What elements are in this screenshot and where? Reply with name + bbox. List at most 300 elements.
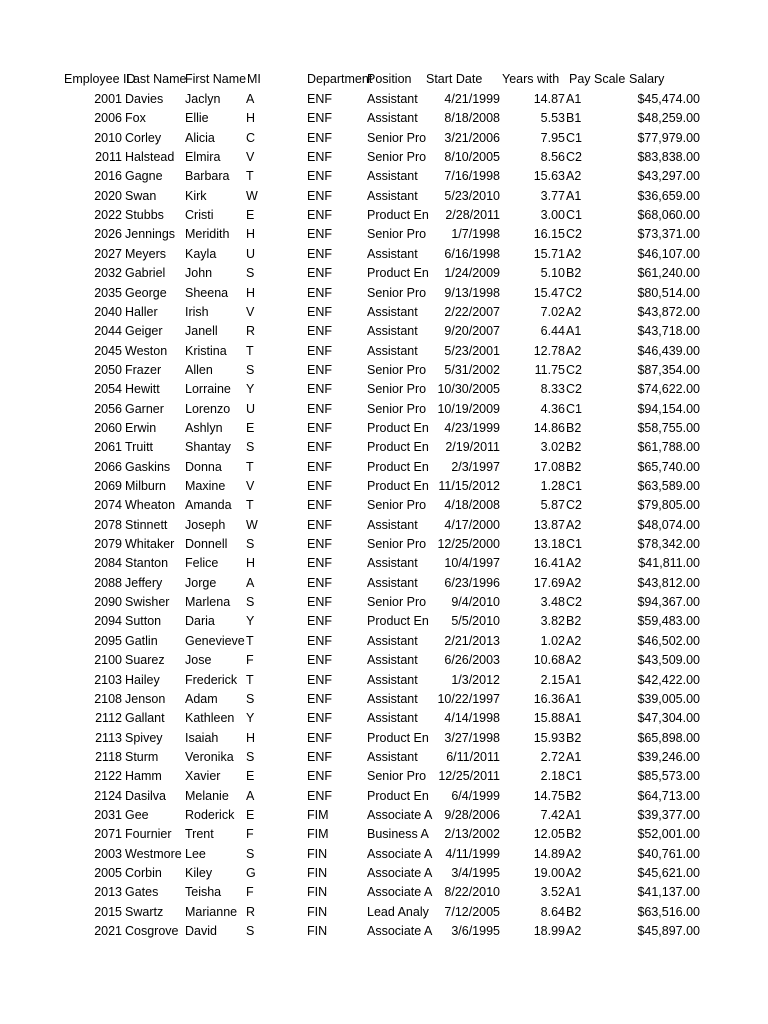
cell-department: ENF	[307, 227, 332, 241]
cell-mi: T	[246, 344, 254, 358]
cell-position: Assistant	[367, 692, 418, 706]
header-start-date: Start Date	[426, 72, 483, 86]
cell-pay-scale: A2	[566, 866, 582, 880]
cell-years-with: 14.75	[533, 789, 565, 803]
cell-pay-scale: A2	[566, 344, 582, 358]
cell-first-name: Felice	[185, 556, 219, 570]
cell-employee-id: 2021	[94, 924, 122, 938]
cell-years-with: 16.15	[533, 227, 565, 241]
cell-last-name: Stanton	[125, 556, 169, 570]
cell-position: Senior Pro	[367, 150, 427, 164]
cell-years-with: 18.99	[533, 924, 565, 938]
cell-first-name: Xavier	[185, 769, 221, 783]
cell-start-date: 2/21/2013	[444, 634, 500, 648]
cell-start-date: 3/4/1995	[451, 866, 500, 880]
cell-employee-id: 2066	[94, 460, 122, 474]
cell-employee-id: 2078	[94, 518, 122, 532]
cell-position: Product En	[367, 208, 429, 222]
cell-position: Assistant	[367, 92, 418, 106]
cell-first-name: Elmira	[185, 150, 221, 164]
cell-department: ENF	[307, 653, 332, 667]
cell-salary: $43,509.00	[637, 653, 700, 667]
cell-pay-scale: C2	[566, 595, 582, 609]
cell-salary: $39,005.00	[637, 692, 700, 706]
cell-start-date: 10/22/1997	[437, 692, 500, 706]
cell-pay-scale: B2	[566, 440, 582, 454]
cell-salary: $43,812.00	[637, 576, 700, 590]
cell-salary: $43,872.00	[637, 305, 700, 319]
cell-first-name: Jaclyn	[185, 92, 221, 106]
cell-employee-id: 2035	[94, 286, 122, 300]
cell-first-name: Lorenzo	[185, 402, 231, 416]
cell-first-name: Sheena	[185, 286, 229, 300]
cell-start-date: 4/23/1999	[444, 421, 500, 435]
cell-salary: $39,377.00	[637, 808, 700, 822]
cell-salary: $65,740.00	[637, 460, 700, 474]
cell-mi: F	[246, 827, 254, 841]
cell-years-with: 19.00	[533, 866, 565, 880]
cell-mi: E	[246, 208, 255, 222]
cell-employee-id: 2060	[94, 421, 122, 435]
cell-mi: A	[246, 789, 255, 803]
header-pay-scale: Pay Scale	[569, 72, 626, 86]
cell-last-name: Corley	[125, 131, 162, 145]
cell-department: ENF	[307, 479, 332, 493]
cell-first-name: Marianne	[185, 905, 238, 919]
cell-years-with: 1.02	[540, 634, 565, 648]
cell-start-date: 2/22/2007	[444, 305, 500, 319]
cell-salary: $36,659.00	[637, 189, 700, 203]
cell-first-name: Shantay	[185, 440, 231, 454]
cell-mi: T	[246, 634, 254, 648]
cell-start-date: 4/17/2000	[444, 518, 500, 532]
cell-salary: $61,788.00	[637, 440, 700, 454]
cell-department: FIN	[307, 847, 328, 861]
cell-employee-id: 2122	[94, 769, 122, 783]
cell-first-name: Jorge	[185, 576, 217, 590]
cell-employee-id: 2027	[94, 247, 122, 261]
cell-last-name: Gabriel	[125, 266, 166, 280]
cell-position: Assistant	[367, 673, 418, 687]
cell-last-name: Dasilva	[125, 789, 166, 803]
cell-start-date: 1/3/2012	[451, 673, 500, 687]
cell-department: ENF	[307, 92, 332, 106]
cell-last-name: Meyers	[125, 247, 166, 261]
cell-mi: G	[246, 866, 256, 880]
cell-mi: C	[246, 131, 256, 145]
cell-start-date: 1/24/2009	[444, 266, 500, 280]
cell-employee-id: 2095	[94, 634, 122, 648]
header-salary: Salary	[629, 72, 665, 86]
cell-department: FIM	[307, 827, 329, 841]
cell-mi: T	[246, 169, 254, 183]
cell-start-date: 9/4/2010	[451, 595, 500, 609]
cell-position: Assistant	[367, 324, 418, 338]
cell-mi: V	[246, 305, 255, 319]
cell-first-name: Jose	[185, 653, 212, 667]
cell-department: ENF	[307, 324, 332, 338]
cell-position: Product En	[367, 421, 429, 435]
cell-years-with: 14.86	[533, 421, 565, 435]
cell-pay-scale: C2	[566, 363, 582, 377]
cell-mi: H	[246, 111, 256, 125]
cell-years-with: 6.44	[540, 324, 565, 338]
cell-years-with: 11.75	[534, 363, 565, 377]
cell-years-with: 3.02	[540, 440, 565, 454]
cell-years-with: 2.72	[540, 750, 565, 764]
cell-department: ENF	[307, 750, 332, 764]
cell-pay-scale: C1	[566, 769, 582, 783]
cell-salary: $94,154.00	[637, 402, 700, 416]
cell-employee-id: 2113	[95, 731, 122, 745]
cell-first-name: Kiley	[185, 866, 213, 880]
cell-last-name: Stinnett	[125, 518, 168, 532]
cell-first-name: Veronika	[185, 750, 234, 764]
cell-position: Product En	[367, 460, 429, 474]
cell-salary: $41,137.00	[637, 885, 700, 899]
cell-first-name: Ellie	[185, 111, 209, 125]
cell-salary: $63,589.00	[637, 479, 700, 493]
cell-position: Product En	[367, 479, 429, 493]
cell-employee-id: 2054	[94, 382, 122, 396]
cell-position: Senior Pro	[367, 769, 427, 783]
cell-last-name: Frazer	[125, 363, 162, 377]
cell-mi: A	[246, 576, 255, 590]
cell-position: Associate A	[367, 808, 433, 822]
cell-department: ENF	[307, 169, 332, 183]
cell-pay-scale: B1	[566, 111, 582, 125]
cell-start-date: 8/10/2005	[444, 150, 500, 164]
cell-employee-id: 2071	[94, 827, 122, 841]
cell-salary: $78,342.00	[637, 537, 700, 551]
cell-mi: U	[246, 402, 256, 416]
cell-start-date: 10/19/2009	[437, 402, 500, 416]
cell-position: Assistant	[367, 750, 418, 764]
cell-position: Assistant	[367, 247, 418, 261]
cell-department: ENF	[307, 208, 332, 222]
cell-department: ENF	[307, 576, 332, 590]
cell-first-name: Lee	[185, 847, 206, 861]
cell-department: ENF	[307, 363, 332, 377]
cell-mi: T	[246, 673, 254, 687]
cell-department: FIN	[307, 866, 328, 880]
cell-pay-scale: B2	[566, 731, 582, 745]
cell-start-date: 9/28/2006	[444, 808, 500, 822]
cell-start-date: 2/19/2011	[445, 440, 500, 454]
cell-employee-id: 2056	[94, 402, 122, 416]
cell-years-with: 12.05	[533, 827, 565, 841]
cell-years-with: 7.95	[540, 131, 565, 145]
cell-mi: E	[246, 421, 255, 435]
cell-position: Product En	[367, 789, 429, 803]
cell-years-with: 16.41	[533, 556, 565, 570]
cell-pay-scale: A2	[566, 518, 582, 532]
cell-mi: Y	[246, 711, 255, 725]
cell-pay-scale: B2	[566, 789, 582, 803]
cell-first-name: Roderick	[185, 808, 235, 822]
cell-department: ENF	[307, 150, 332, 164]
cell-salary: $65,898.00	[637, 731, 700, 745]
cell-pay-scale: A1	[566, 711, 582, 725]
cell-first-name: John	[185, 266, 213, 280]
cell-mi: V	[246, 150, 255, 164]
cell-first-name: Isaiah	[185, 731, 219, 745]
cell-salary: $48,074.00	[637, 518, 700, 532]
cell-first-name: Donnell	[185, 537, 228, 551]
cell-employee-id: 2090	[94, 595, 122, 609]
cell-employee-id: 2006	[94, 111, 122, 125]
cell-salary: $77,979.00	[637, 131, 700, 145]
cell-years-with: 14.87	[533, 92, 565, 106]
cell-last-name: George	[125, 286, 167, 300]
cell-last-name: Davies	[125, 92, 164, 106]
cell-salary: $58,755.00	[637, 421, 700, 435]
cell-employee-id: 2011	[95, 150, 122, 164]
cell-position: Assistant	[367, 556, 418, 570]
cell-position: Product En	[367, 614, 429, 628]
cell-employee-id: 2032	[94, 266, 122, 280]
cell-position: Senior Pro	[367, 382, 427, 396]
cell-start-date: 5/31/2002	[444, 363, 500, 377]
cell-pay-scale: A1	[566, 885, 582, 899]
cell-first-name: Janell	[185, 324, 218, 338]
cell-pay-scale: A1	[566, 673, 582, 687]
cell-years-with: 15.63	[533, 169, 565, 183]
cell-first-name: Marlena	[185, 595, 231, 609]
cell-position: Senior Pro	[367, 227, 427, 241]
cell-first-name: Teisha	[185, 885, 222, 899]
cell-start-date: 6/26/2003	[444, 653, 500, 667]
cell-years-with: 10.68	[533, 653, 565, 667]
cell-salary: $64,713.00	[637, 789, 700, 803]
cell-first-name: Daria	[185, 614, 215, 628]
cell-pay-scale: B2	[566, 266, 582, 280]
cell-mi: S	[246, 266, 255, 280]
cell-department: ENF	[307, 498, 332, 512]
cell-last-name: Suarez	[125, 653, 165, 667]
header-position: Position	[367, 72, 412, 86]
cell-start-date: 12/25/2000	[437, 537, 500, 551]
cell-pay-scale: C2	[566, 286, 582, 300]
cell-first-name: Irish	[185, 305, 209, 319]
cell-pay-scale: C2	[566, 382, 582, 396]
cell-years-with: 8.33	[540, 382, 565, 396]
cell-mi: S	[246, 537, 255, 551]
cell-start-date: 2/13/2002	[444, 827, 500, 841]
cell-first-name: Trent	[185, 827, 214, 841]
cell-department: FIN	[307, 924, 328, 938]
cell-start-date: 10/30/2005	[437, 382, 500, 396]
cell-mi: S	[246, 595, 255, 609]
cell-first-name: Frederick	[185, 673, 238, 687]
header-years-with: Years with	[502, 72, 560, 86]
cell-mi: S	[246, 440, 255, 454]
cell-first-name: Amanda	[185, 498, 232, 512]
cell-pay-scale: C1	[566, 131, 582, 145]
cell-employee-id: 2088	[94, 576, 122, 590]
cell-last-name: Fox	[125, 111, 146, 125]
cell-pay-scale: A2	[566, 169, 582, 183]
cell-start-date: 9/20/2007	[444, 324, 500, 338]
cell-last-name: Gallant	[125, 711, 165, 725]
cell-position: Assistant	[367, 653, 418, 667]
cell-position: Assistant	[367, 634, 418, 648]
header-last-name: Last Name	[126, 72, 187, 86]
cell-mi: S	[246, 363, 255, 377]
cell-years-with: 13.18	[533, 537, 565, 551]
cell-mi: S	[246, 692, 255, 706]
cell-employee-id: 2100	[94, 653, 122, 667]
cell-department: ENF	[307, 537, 332, 551]
cell-start-date: 7/16/1998	[444, 169, 500, 183]
cell-salary: $42,422.00	[637, 673, 700, 687]
cell-start-date: 6/23/1996	[444, 576, 500, 590]
cell-pay-scale: A1	[566, 692, 582, 706]
cell-employee-id: 2079	[94, 537, 122, 551]
cell-years-with: 2.15	[540, 673, 565, 687]
cell-employee-id: 2013	[94, 885, 122, 899]
cell-department: ENF	[307, 247, 332, 261]
cell-position: Assistant	[367, 189, 418, 203]
cell-employee-id: 2010	[94, 131, 122, 145]
cell-years-with: 5.53	[540, 111, 565, 125]
header-first-name: First Name	[185, 72, 247, 86]
cell-start-date: 1/7/1998	[451, 227, 500, 241]
cell-start-date: 12/25/2011	[438, 769, 500, 783]
cell-employee-id: 2016	[94, 169, 122, 183]
cell-salary: $79,805.00	[637, 498, 700, 512]
cell-first-name: Lorraine	[185, 382, 231, 396]
cell-salary: $47,304.00	[637, 711, 700, 725]
cell-position: Product En	[367, 266, 429, 280]
cell-salary: $59,483.00	[637, 614, 700, 628]
cell-last-name: Garner	[125, 402, 164, 416]
cell-first-name: David	[185, 924, 217, 938]
cell-last-name: Gee	[125, 808, 149, 822]
cell-department: ENF	[307, 731, 332, 745]
cell-department: ENF	[307, 614, 332, 628]
cell-position: Associate A	[367, 885, 433, 899]
cell-last-name: Corbin	[125, 866, 162, 880]
cell-mi: H	[246, 731, 256, 745]
cell-last-name: Sutton	[125, 614, 162, 628]
cell-salary: $52,001.00	[637, 827, 700, 841]
cell-pay-scale: A1	[566, 92, 582, 106]
cell-years-with: 13.87	[533, 518, 565, 532]
cell-first-name: Genevieve	[185, 634, 245, 648]
cell-department: ENF	[307, 769, 332, 783]
cell-last-name: Jennings	[125, 227, 176, 241]
cell-pay-scale: A2	[566, 653, 582, 667]
cell-last-name: Truitt	[125, 440, 154, 454]
cell-position: Assistant	[367, 344, 418, 358]
cell-last-name: Swisher	[125, 595, 170, 609]
cell-last-name: Gaskins	[125, 460, 171, 474]
cell-department: FIN	[307, 905, 328, 919]
cell-department: ENF	[307, 556, 332, 570]
cell-years-with: 4.36	[540, 402, 565, 416]
cell-years-with: 17.08	[533, 460, 565, 474]
cell-last-name: Stubbs	[125, 208, 164, 222]
cell-years-with: 12.78	[533, 344, 565, 358]
cell-years-with: 3.48	[540, 595, 565, 609]
cell-employee-id: 2061	[94, 440, 122, 454]
cell-salary: $41,811.00	[638, 556, 700, 570]
cell-pay-scale: A2	[566, 924, 582, 938]
cell-department: FIM	[307, 808, 329, 822]
cell-salary: $46,439.00	[637, 344, 700, 358]
cell-last-name: Weston	[125, 344, 168, 358]
cell-pay-scale: A1	[566, 189, 582, 203]
cell-salary: $46,502.00	[637, 634, 700, 648]
cell-position: Product En	[367, 440, 429, 454]
cell-start-date: 3/6/1995	[451, 924, 500, 938]
header-department: Department	[307, 72, 373, 86]
cell-first-name: Melanie	[185, 789, 229, 803]
cell-pay-scale: B2	[566, 614, 582, 628]
cell-pay-scale: C1	[566, 479, 582, 493]
cell-last-name: Hamm	[125, 769, 162, 783]
cell-salary: $45,474.00	[637, 92, 700, 106]
cell-department: ENF	[307, 421, 332, 435]
cell-first-name: Alicia	[185, 131, 215, 145]
cell-employee-id: 2118	[95, 750, 122, 764]
cell-department: FIN	[307, 885, 328, 899]
cell-employee-id: 2112	[95, 711, 122, 725]
cell-last-name: Whitaker	[125, 537, 175, 551]
cell-position: Senior Pro	[367, 131, 427, 145]
cell-first-name: Maxine	[185, 479, 226, 493]
cell-position: Senior Pro	[367, 498, 427, 512]
cell-pay-scale: A1	[566, 808, 582, 822]
cell-last-name: Swan	[125, 189, 157, 203]
cell-employee-id: 2026	[94, 227, 122, 241]
cell-years-with: 3.82	[540, 614, 565, 628]
cell-position: Senior Pro	[367, 286, 427, 300]
cell-department: ENF	[307, 595, 332, 609]
cell-position: Senior Pro	[367, 402, 427, 416]
cell-employee-id: 2050	[94, 363, 122, 377]
cell-mi: E	[246, 808, 255, 822]
cell-salary: $94,367.00	[637, 595, 700, 609]
cell-start-date: 3/27/1998	[444, 731, 500, 745]
cell-salary: $87,354.00	[637, 363, 700, 377]
cell-department: ENF	[307, 402, 332, 416]
cell-pay-scale: A2	[566, 305, 582, 319]
cell-mi: H	[246, 556, 256, 570]
cell-position: Lead Analy	[367, 905, 429, 919]
cell-pay-scale: A2	[566, 576, 582, 590]
cell-pay-scale: C1	[566, 208, 582, 222]
cell-start-date: 2/28/2011	[445, 208, 500, 222]
cell-mi: R	[246, 324, 256, 338]
cell-pay-scale: B2	[566, 827, 582, 841]
cell-mi: A	[246, 92, 255, 106]
cell-start-date: 7/12/2005	[444, 905, 500, 919]
cell-first-name: Kristina	[185, 344, 227, 358]
cell-position: Associate A	[367, 866, 433, 880]
cell-start-date: 4/14/1998	[444, 711, 500, 725]
cell-start-date: 10/4/1997	[444, 556, 500, 570]
cell-mi: S	[246, 750, 255, 764]
cell-years-with: 8.64	[540, 905, 565, 919]
cell-mi: S	[246, 924, 255, 938]
cell-department: ENF	[307, 440, 332, 454]
cell-mi: F	[246, 653, 254, 667]
cell-department: ENF	[307, 131, 332, 145]
cell-years-with: 15.88	[533, 711, 565, 725]
cell-mi: T	[246, 498, 254, 512]
